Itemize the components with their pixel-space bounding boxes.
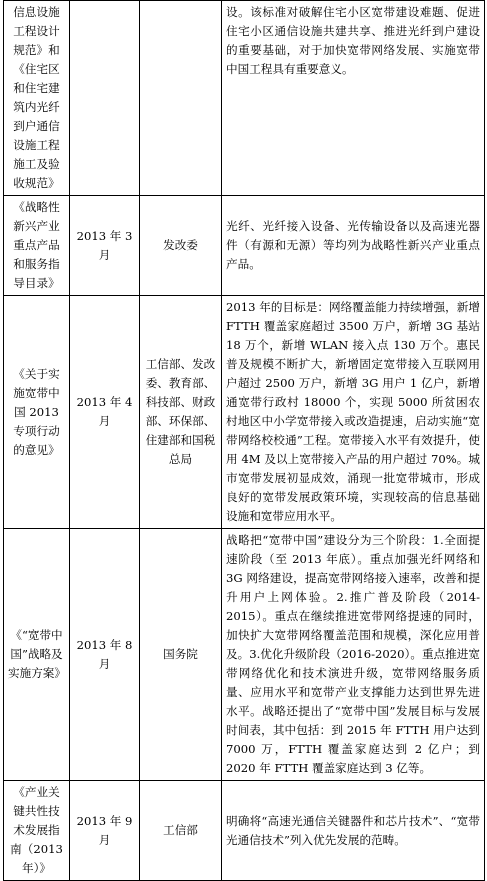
issuing-department-cell — [140, 1, 222, 196]
policy-content-cell: 明确将“高速光通信关键器件和芯片技术”、“宽带光通信技术”列入优先发展的范畴。 — [222, 781, 485, 881]
issue-date-cell — [70, 1, 140, 196]
table-row — [4, 196, 485, 296]
policy-name-cell: 《产业关键共性技术发展指南（2013 年）》 — [4, 781, 70, 881]
issuing-department-cell: 国务院 — [140, 529, 222, 781]
table-row — [4, 1, 485, 196]
table-row — [4, 529, 485, 781]
issuing-department-cell: 发改委 — [140, 196, 222, 296]
issue-date-cell: 2013 年 8 月 — [70, 529, 140, 781]
policy-name-cell: 《战略性新兴产业重点产品和服务指导目录》 — [4, 196, 70, 296]
policy-table — [3, 0, 485, 881]
policy-content-cell: 光纤、光纤接入设备、光传输设备以及高速光器件（有源和无源）等均列为战略性新兴产业重点产品。 — [222, 196, 485, 296]
policy-name-cell: 《关于实施宽带中国 2013 专项行动的意见》 — [4, 296, 70, 529]
policy-name-cell: 信息设施工程设计规范》和《住宅区和住宅建筑内光纤到户通信设施工程施工及验收规范》 — [4, 1, 70, 196]
issue-date-cell: 2013 年 3 月 — [70, 196, 140, 296]
issuing-department-cell: 工信部、发改委、教育部、科技部、财政部、环保部、住建部和国税总局 — [140, 296, 222, 529]
policy-name-cell: 《“宽带中国”战略及实施方案》 — [4, 529, 70, 781]
table-row — [4, 781, 485, 881]
issue-date-cell: 2013 年 9 月 — [70, 781, 140, 881]
issuing-department-cell: 工信部 — [140, 781, 222, 881]
policy-content-cell: 2013 年的目标是：网络覆盖能力持续增强，新增 FTTH 覆盖家庭超过 3500 万户，新增 3G 基站 18 万个，新增 WLAN 接入点 130 万个。惠民普及规模不断扩大，新增固定宽带接入互联网用户超过 2500 万户，新增 3G 用户 1 亿户，新增通宽带行政村 18000 个，实现 5000 所贫困农村地区中小学宽带接入或改造提速，启动实施“宽带网络校校通”工程。宽带接入水平有效提升，使用 4M 及以上宽带接入产品的用户超过 70%。城市宽带发展初显成效，涌现一批宽带城市，形成良好的宽带发展政策环境，实现较高的信息基础设施和宽带应用水平。 — [222, 296, 485, 529]
issue-date-cell: 2013 年 4 月 — [70, 296, 140, 529]
policy-content-cell: 战略把“宽带中国”建设分为三个阶段：1.全面提速阶段（至 2013 年底）。重点加强光纤网络和 3G 网络建设，提高宽带网络接入速率，改善和提升用户上网体验。2.推广普及阶段（2014-2015）。重点在继续推进宽带网络提速的同时，加快扩大宽带网络覆盖范围和规模，深化应用普及。3.优化升级阶段（2016-2020）。重点推进宽带网络优化和技术演进升级，宽带网络服务质量、应用水平和宽带产业支撑能力达到世界先进水平。战略还提出了“宽带中国”发展目标与发展时间表，其中包括：到 2015 年 FTTH 用户达到 7000 万，FTTH 覆盖家庭达到 2 亿户；到 2020 年 FTTH 覆盖家庭达到 3 亿等。 — [222, 529, 485, 781]
table-row — [4, 296, 485, 529]
policy-content-cell: 设。该标准对破解住宅小区宽带建设难题、促进住宅小区通信设施共建共享、推进光纤到户建设的重要基础，对于加快宽带网络发展、实施宽带中国工程具有重要意义。 — [222, 1, 485, 196]
